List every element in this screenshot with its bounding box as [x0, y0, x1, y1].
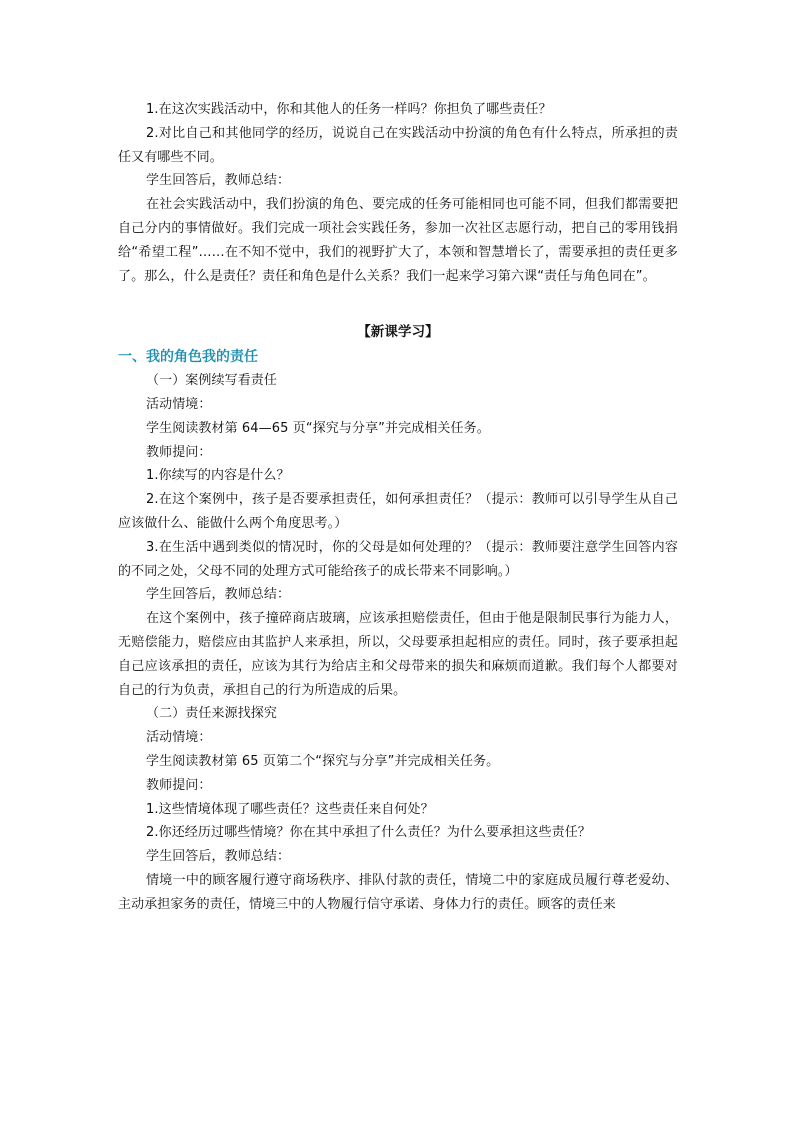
part2-summary: 情境一中的顾客履行遵守商场秩序、排队付款的责任，情境二中的家庭成员履行尊老爱幼、主动承担家务的责任，情境三中的人物履行信守承诺、身体力行的责任。顾客的责任来 — [118, 872, 678, 912]
part2-ask-label: 教师提问： — [146, 777, 212, 793]
section-gap — [118, 288, 678, 321]
intro-question-1: 1.在这次实践活动中，你和其他人的任务一样吗？你担负了哪些责任？ — [146, 102, 552, 117]
section1-heading: 一、我的角色我的责任 — [118, 349, 258, 366]
part2-question-2: 2.你还经历过哪些情境？你在其中承担了什么责任？为什么要承担这些责任？ — [146, 825, 591, 841]
part1-question-3: 3.在生活中遇到类似的情况时，你的父母是如何处理的？（提示：教师要注意学生回答内容的不同之处，父母不同的处理方式可能给孩子的成长带来不同影响。） — [118, 539, 678, 579]
intro-question-2: 2.对比自己和其他同学的经历，说说自己在实践活动中扮演的角色有什么特点，所承担的责任又有哪些不同。 — [118, 125, 678, 165]
part1-summary: 在这个案例中，孩子撞碎商店玻璃，应该承担赔偿责任，但由于他是限制民事行为能力人，无赔偿能力，赔偿应由其监护人来承担，所以，父母要承担起相应的责任。同时，孩子要承担起自己应该承担的责任，应该为其行为给店主和父母带来的损失和麻烦而道歉。我们每个人都要对自己的行为负责，承担自己的行为所造成的后果。 — [118, 611, 678, 698]
part2-scene-text: 学生阅读教材第 65 页第二个“探究与分享”并完成相关任务。 — [146, 753, 500, 769]
part1-question-1: 1.你续写的内容是什么？ — [146, 468, 290, 484]
intro-after-answer: 学生回答后，教师总结： — [146, 173, 291, 189]
part1-scene-label: 活动情境： — [146, 396, 212, 412]
part1-title: （一）案例续写看责任 — [146, 373, 278, 389]
part2-scene-label: 活动情境： — [146, 730, 212, 746]
part1-ask-label: 教师提问： — [146, 444, 212, 460]
part2-after-answer: 学生回答后，教师总结： — [146, 849, 291, 865]
part1-after-answer: 学生回答后，教师总结： — [146, 587, 291, 603]
new-lesson-title: 【新课学习】 — [357, 324, 439, 341]
intro-summary: 在社会实践活动中，我们扮演的角色、要完成的任务可能相同也可能不同，但我们都需要把自己分内的事情做好。我们完成一项社会实践任务，参加一次社区志愿行动，把自己的零用钱捐给“希望工程”……在不知不觉中，我们的视野扩大了，本领和智慧增长了，需要承担的责任更多了。那么，什么是责任？责任和角色是什么关系？我们一起来学习第六课“责任与角色同在”。 — [118, 197, 678, 284]
part1-question-2: 2.在这个案例中，孩子是否要承担责任，如何承担责任？（提示：教师可以引导学生从自己应该做什么、能做什么两个角度思考。） — [118, 492, 678, 531]
part2-title: （二）责任来源找探究 — [146, 706, 278, 722]
part1-scene-text: 学生阅读教材第 64—65 页“探究与分享”并完成相关任务。 — [146, 420, 490, 436]
part2-question-1: 1.这些情境体现了哪些责任？这些责任来自何处？ — [146, 801, 434, 817]
document-body — [118, 98, 678, 917]
